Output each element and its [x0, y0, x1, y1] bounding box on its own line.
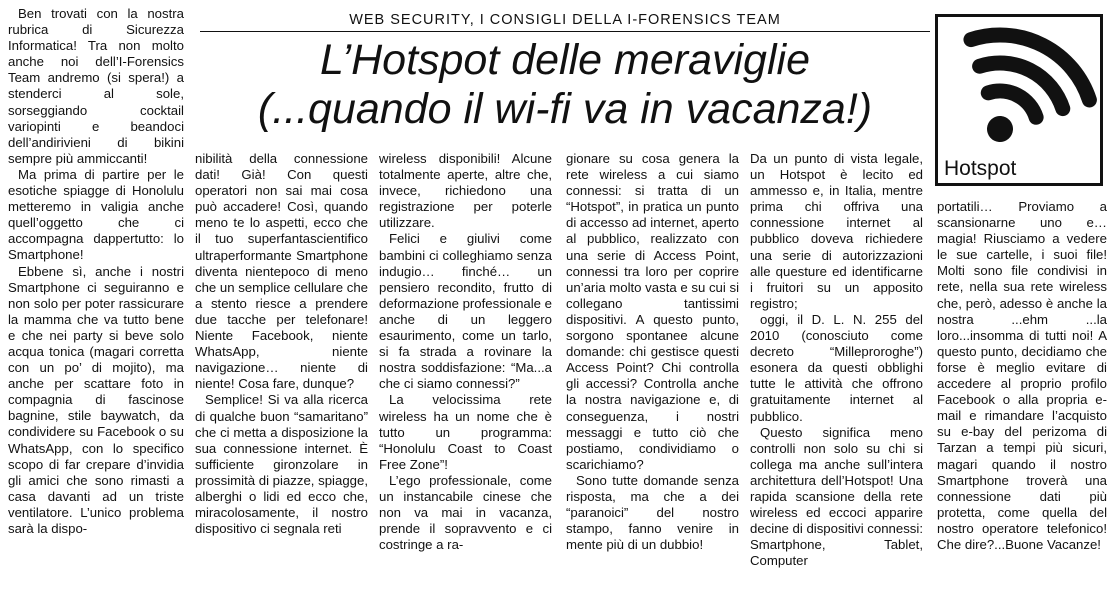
- article-kicker: WEB SECURITY, I CONSIGLI DELLA I-FORENSICS TEAM: [349, 12, 781, 28]
- title-line-1: L’Hotspot delle meraviglie: [320, 36, 810, 84]
- paragraph: nibilità della connessione dati! Già! Con questi operatori non sai mai cosa può accadere! Così, quando meno te lo aspetti, ecco che il tuo superfantascientifico ultraperformante Smartphone diventa nientepoco di meno che un semplice cellulare che a stento riesce a prendere due tacche per telefonare! Niente Facebook, niente WhatsApp, niente navigazione… niente di niente! Cosa fare, dunque?: [195, 151, 368, 392]
- paragraph: oggi, il D. L. N. 255 del 2010 (conosciuto come decreto “Milleproroghe”) esonera da questi obblighi tutte le attività che offrono gratuitamente internet al pubblico.: [750, 311, 923, 424]
- paragraph: wireless disponibili! Alcune totalmente aperte, altre che, invece, richiedono una registrazione per poterle utilizzare.: [379, 151, 552, 231]
- title-line-2: (...quando il wi-fi va in vacanza!): [257, 85, 873, 133]
- article-column-5: [750, 151, 923, 569]
- article-column-1: [8, 6, 184, 537]
- paragraph: gionare su cosa genera la rete wireless a cui siamo connessi: si tratta di un “Hotspot”, in pratica un punto di accesso ad internet, aperto al pubblico, realizzato con una serie di Access Point, connessi tra loro per coprire un’aria molto vasta e su cui si collegano tantissimi dispositivi. A questo punto, sorgono spontanee alcune domande: chi gestisce questi Access Point? Chi controlla gli accessi? Controlla anche la nostra navigazione e, di conseguenza, i nostri messaggi e tutto ciò che postiamo, condividiamo o scarichiamo?: [566, 151, 740, 472]
- paragraph: Felici e giulivi come bambini ci colleghiamo senza indugio… finché… un pensiero recondito, frutto di deformazione professionale e anche di un leggero esaurimento, come un tarlo, si fa strada a rovinare la nostra soddisfazione: “Ma...a che ci siamo connessi?”: [379, 231, 553, 392]
- paragraph: Ebbene sì, anche i nostri Smartphone ci seguiranno e non solo per poter rassicurare la mamma che va tutto bene e che nei party si beve solo acqua tonica (magari corretta con un po’ di mojito), ma anche per scattare foto in compagnia di fascinose bagnine, stile baywatch, da condividere su Facebook o su WhatsApp, con lo specifico scopo di far crepare d’invidia gli amici che sono rimasti a casa davanti ad un triste ventilatore. L’unico problema sarà la dispo-: [8, 263, 184, 536]
- logo-label: Hotspot: [944, 157, 1017, 180]
- paragraph: Questo significa meno controlli non solo su chi si collega ma anche sull’intera architettura dell’Hotspot! Una rapida scansione della rete wireless ed eccoci apparire decine di dispositivi connessi: Smartphone, Tablet, Computer: [750, 424, 923, 569]
- paragraph: Sono tutte domande senza risposta, ma che a dei “paranoici” del nostro stampo, fanno venire in mente più di un dubbio!: [566, 472, 739, 553]
- paragraph: La velocissima rete wireless ha un nome che è tutto un programma: “Honolulu Coast to Coast Free Zone”!: [379, 392, 552, 472]
- article-column-3: [379, 151, 552, 553]
- paragraph: Semplice! Si va alla ricerca di qualche buon “samaritano” che ci metta a disposizione la sua connessione internet. È sufficiente gironzolare in prossimità di piazze, spiagge, alberghi o lidi ed ecco che, miracolosamente, il nostro dispositivo ci segnala reti: [195, 392, 368, 537]
- paragraph: Ma prima di partire per le esotiche spiagge di Honolulu metteremo in valigia anche quell’oggetto che ci accompagna dappertutto: lo Smartphone!: [8, 166, 184, 263]
- paragraph: portatili… Proviamo a scansionarne uno e… magia! Riusciamo a vedere le sue cartelle, i suoi file! Molti sono file condivisi in rete, nella sua rete wireless che, però, adesso è anche la nostra ...ehm ...la loro...insomma di tutti noi! A questo punto, decidiamo che forse è meglio evitare di accedere al proprio profilo Facebook o alla propria e-mail e rimandare l’acquisto su e-bay del perizoma di Tarzan a tempi più sicuri, magari quando il nostro Smartphone troverà una connessione dati più protetta, come quella del nostro operatore telefonico! Che dire?...Buone Vacanze!: [937, 199, 1107, 552]
- paragraph: L’ego professionale, come un instancabile cinese che non va mai in vacanza, prende il sopravvento e ci costringe a ra-: [379, 472, 552, 553]
- article-column-2: [195, 151, 368, 537]
- article-title: [200, 36, 930, 134]
- kicker-rule: [200, 31, 930, 32]
- article-column-6: [937, 199, 1107, 553]
- hotspot-logo: [935, 14, 1103, 186]
- paragraph: Ben trovati con la nostra rubrica di Sicurezza Informatica! Tra non molto anche noi dell’I-Forensics Team andremo (si spera!) a stenderci al sole, sorseggiando cocktail variopinti e beandoci dell’andirivieni di bikini sempre più ammiccanti!: [8, 6, 184, 166]
- article-column-4: [566, 151, 739, 553]
- paragraph: Da un punto di vista legale, un Hotspot è lecito ed ammesso e, in Italia, mentre prima chi offriva una connessione internet al pubblico doveva richiedere una serie di autorizzazioni alle questure ed identificarne i fruitori su un apposito registro;: [750, 151, 923, 311]
